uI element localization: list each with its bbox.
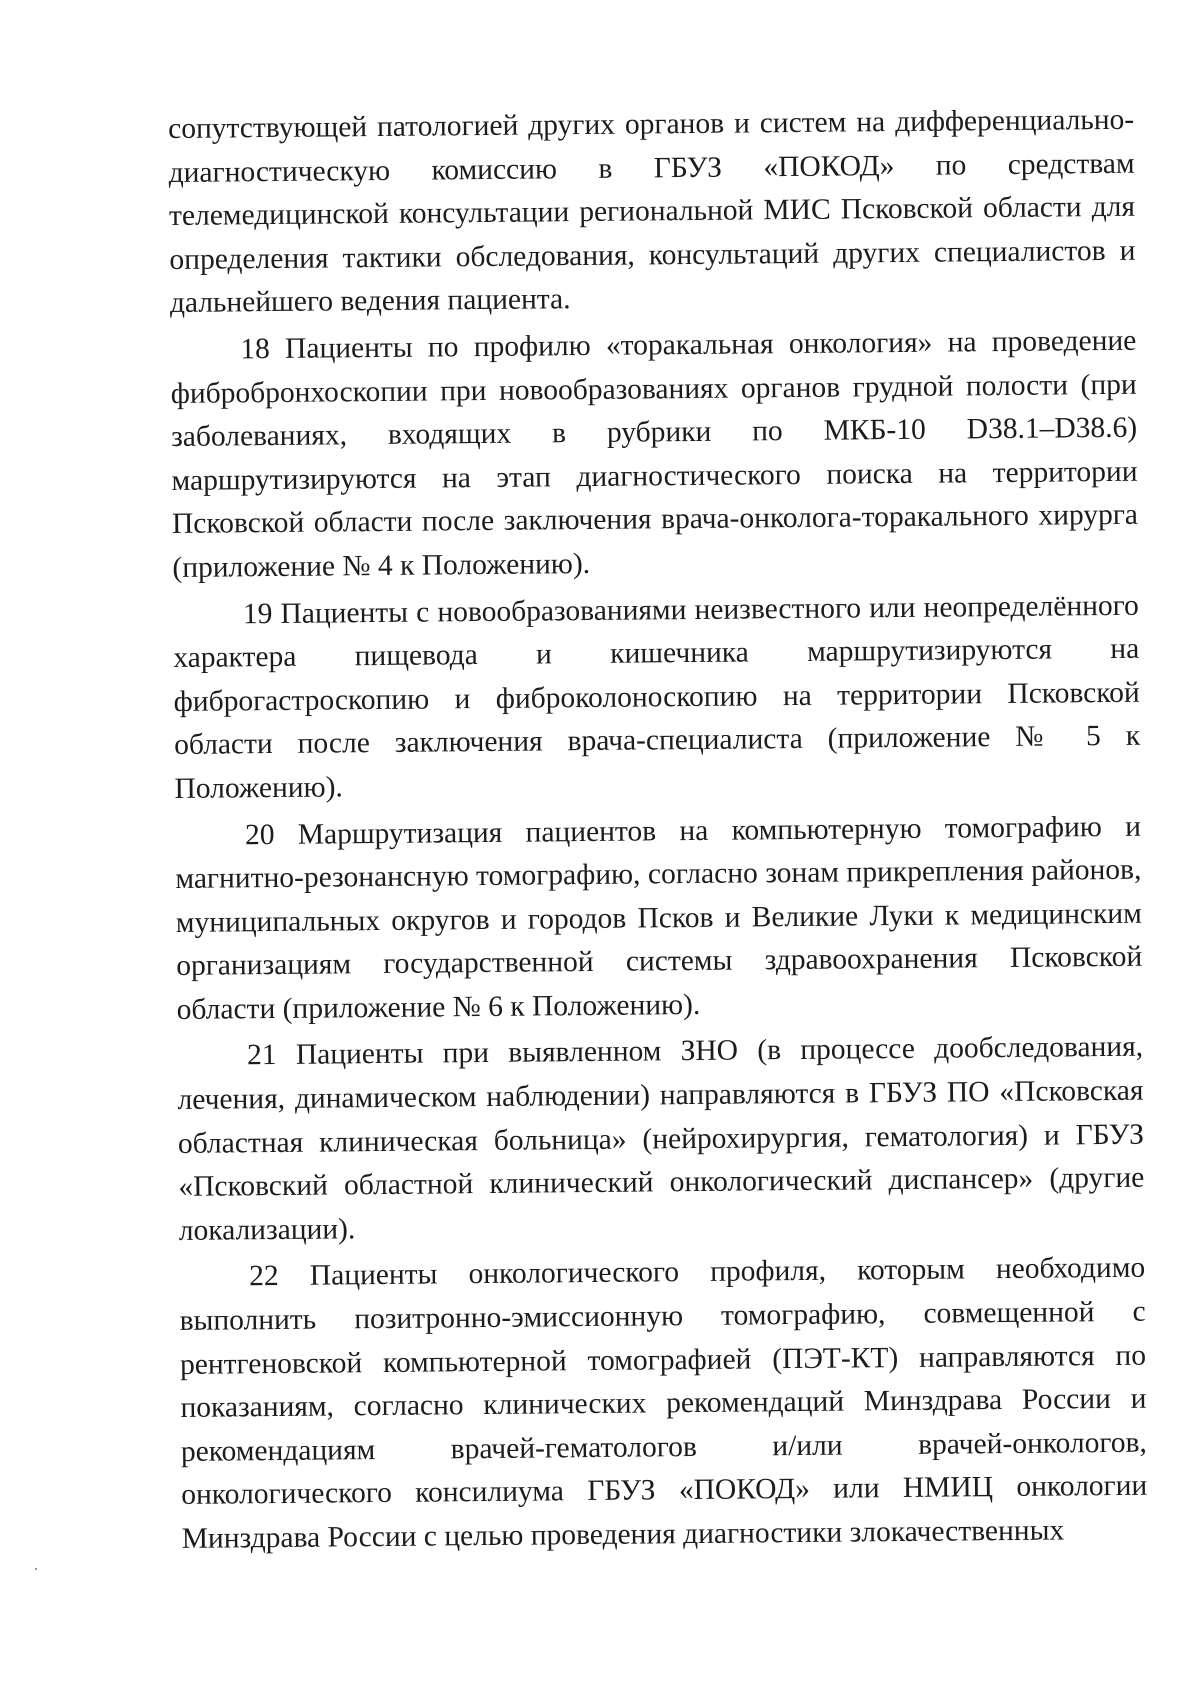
paragraph-item-20: 20 Маршрутизация пациентов на компьютерную томографию и магнитно-резонансную томографию, согласно зонам прикрепления районов, муниципальных округов и городов Псков и Великие Луки к медицинским организациям государственной системы здравоохранения Псковской области (приложение № 6 к Положению). [175, 810, 1143, 1026]
scan-artifact-dot [35, 1568, 37, 1570]
paragraph-continuation: сопутствующей патологией других органов и систем на дифференциально-диагностическую комиссию в ГБУЗ «ПОКОД» по средствам телемедицинской консультации региональной МИС Псковской области для определения тактики обследования, консультаций других специалистов и дальнейшего ведения пациента. [168, 103, 1136, 320]
paragraph-item-19: 19 Пациенты с новообразованиями неизвестного или неопределённого характера пищевода и кишечника маршрутизируются на фиброгастроскопию и фиброколоноскопию на территории Псковской области после заключения врача-специалиста (приложение № 5 к Положению). [173, 589, 1141, 805]
document-body [168, 99, 1148, 1562]
paragraph-item-18: 18 Пациенты по профилю «торакальная онкология» на проведение фибробронхоскопии при новообразованиях органов грудной полости (при заболеваниях, входящих в рубрики по МКБ-10 D38.1–D38.6) маршрутизируются на этап диагностического поиска на территории Псковской области после заключения врача-онколога-торакального хирурга (приложение № 4 к Положению). [170, 324, 1139, 584]
paragraph-item-22: 22 Пациенты онкологического профиля, которым необходимо выполнить позитронно-эмиссионную томографию, совмещенной с рентгеновской компьютерной томографией (ПЭТ-КТ) направляются по показаниям, согласно клинических рекомендаций Минздрава России и рекомендациям врачей-гематологов и/или врачей-онкологов, онкологического консилиума ГБУЗ «ПОКОД» или НМИЦ онкологии Минздрава России с целью проведения диагностики злокачественных [179, 1252, 1148, 1555]
paragraph-item-21: 21 Пациенты при выявленном ЗНО (в процессе дообследования, лечения, динамическом наблюдении) направляются в ГБУЗ ПО «Псковская областная клиническая больница» (нейрохирургия, гематология) и ГБУЗ «Псковский областной клинический онкологический диспансер» (другие локализации). [177, 1031, 1145, 1247]
